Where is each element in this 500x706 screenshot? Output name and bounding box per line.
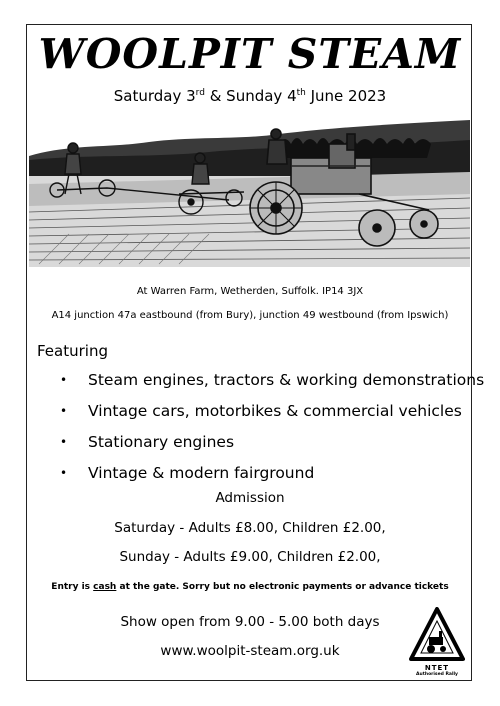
date-part-saturday: Saturday 3 bbox=[113, 87, 196, 105]
bullet-icon: • bbox=[60, 466, 68, 480]
date-suffix-rd: rd bbox=[195, 88, 205, 98]
feature-text: Stationary engines bbox=[88, 433, 235, 451]
payment-cash: cash bbox=[93, 582, 117, 592]
feature-item bbox=[60, 432, 484, 463]
ntet-badge-name: NTET bbox=[424, 664, 450, 672]
featuring-heading: Featuring bbox=[37, 342, 108, 360]
event-dates bbox=[0, 86, 500, 106]
opening-hours: Show open from 9.00 - 5.00 both days bbox=[120, 614, 380, 630]
admission-saturday-prices: Saturday - Adults £8.00, Children £2.00, bbox=[114, 520, 386, 536]
bullet-icon: • bbox=[60, 435, 68, 449]
payment-notice bbox=[0, 581, 500, 593]
admission-sunday-prices: Sunday - Adults £9.00, Children £2.00, bbox=[119, 549, 381, 565]
feature-text: Vintage cars, motorbikes & commercial vehicles bbox=[88, 402, 462, 420]
admission-heading: Admission bbox=[215, 490, 285, 506]
feature-item bbox=[60, 370, 484, 401]
event-address: At Warren Farm, Wetherden, Suffolk. IP14 3JX bbox=[136, 286, 364, 297]
payment-suffix: at the gate. Sorry but no electronic payments or advance tickets bbox=[116, 582, 449, 592]
features-list bbox=[60, 370, 484, 494]
bullet-icon: • bbox=[60, 373, 68, 387]
date-part-sunday: & Sunday 4 bbox=[204, 87, 297, 105]
date-suffix-th: th bbox=[296, 88, 306, 98]
date-part-month-year: June 2023 bbox=[305, 87, 387, 105]
ntet-badge-subtitle: Authorised Rally bbox=[416, 672, 458, 677]
feature-text: Steam engines, tractors & working demonstrations bbox=[88, 371, 485, 389]
feature-item bbox=[60, 401, 484, 432]
website-url: www.woolpit-steam.org.uk bbox=[160, 643, 340, 659]
payment-prefix: Entry is bbox=[51, 582, 94, 592]
bullet-icon: • bbox=[60, 404, 68, 418]
poster-title: WOOLPIT STEAM bbox=[38, 30, 462, 78]
feature-text: Vintage & modern fairground bbox=[88, 464, 315, 482]
event-directions: A14 junction 47a eastbound (from Bury), junction 49 westbound (from Ipswich) bbox=[51, 310, 449, 321]
ploughing-scene-illustration bbox=[29, 114, 470, 267]
